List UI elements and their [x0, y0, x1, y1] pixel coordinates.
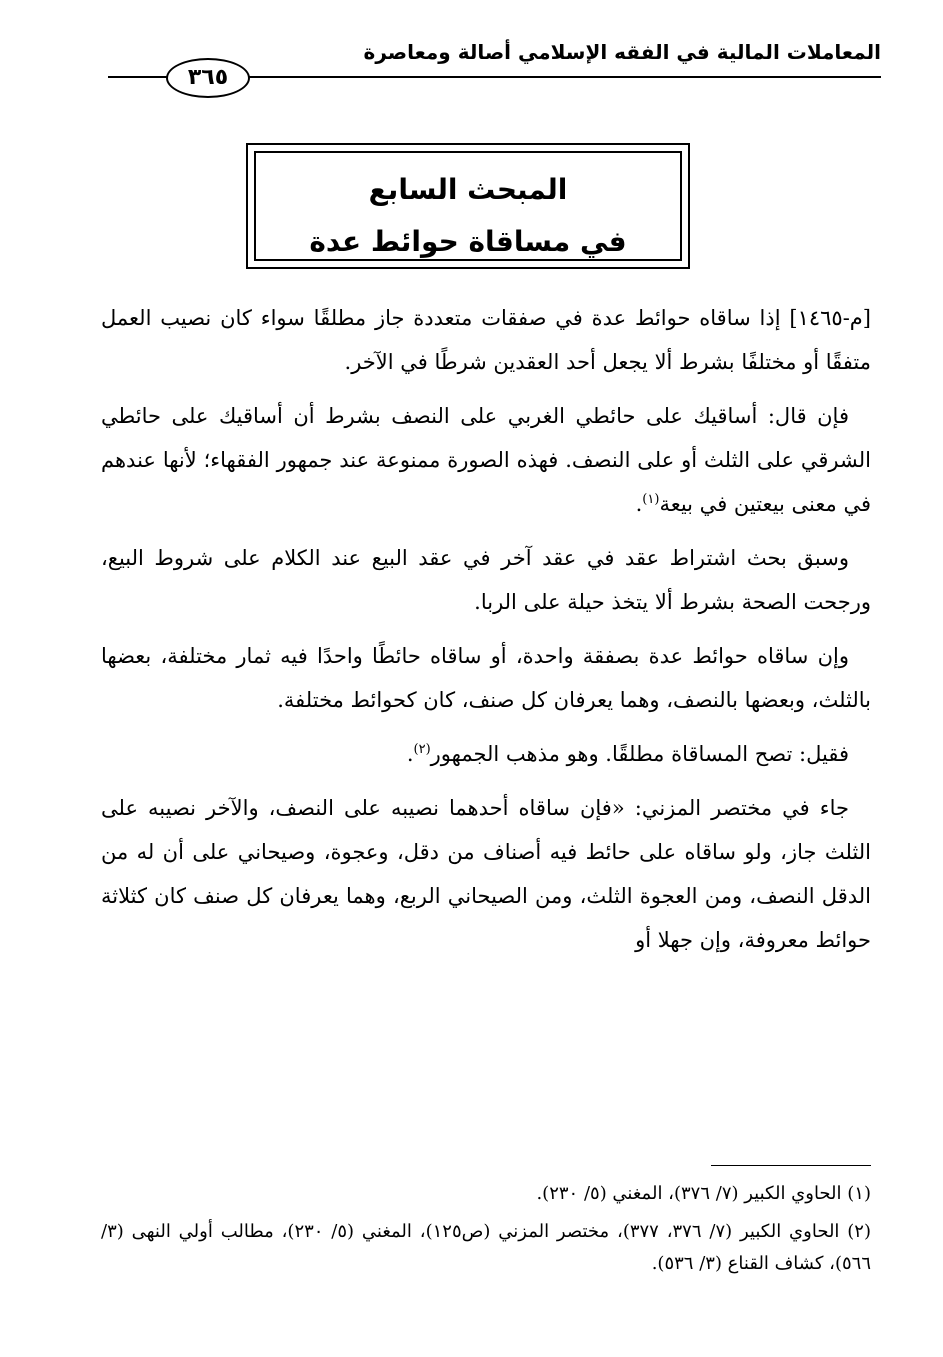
section-title-line-1: المبحث السابع: [368, 173, 568, 206]
section-title-line-2: في مساقاة حوائط عدة: [309, 225, 627, 258]
section-title-box: [246, 143, 690, 269]
footnote-ref-1[interactable]: (١): [642, 492, 660, 507]
body-text: [101, 296, 871, 972]
paragraph-4-text: وإن ساقاه حوائط عدة بصفقة واحدة، أو ساقاه حائطًا واحدًا فيه ثمار مختلفة، بعضها بالثلث، وبعضها بالنصف، وهما يعرفان كل صنف، كان كحوائط مختلفة.: [101, 644, 871, 712]
paragraph-6: [101, 786, 871, 962]
paragraph-2-end: .: [635, 492, 643, 516]
page-number: ٣٦٥: [166, 58, 250, 98]
paragraph-1: [101, 296, 871, 384]
paragraph-1-text: [م-١٤٦٥] إذا ساقاه حوائط عدة في صفقات متعددة جاز مطلقًا سواء كان نصيب العمل متفقًا أو مختلفًا بشرط ألا يجعل أحد العقدين شرطًا في الآخر.: [101, 306, 871, 374]
paragraph-3: [101, 536, 871, 624]
paragraph-6-text: جاء في مختصر المزني: «فإن ساقاه أحدهما نصيبه على النصف، والآخر نصيبه على الثلث جاز، ولو ساقاه على حائط فيه أصناف من دقل، وعجوة، وصيحاني على أن له من الدقل النصف، ومن العجوة الثلث، ومن الصيحاني الربع، وهما يعرفان كل صنف كان كثلاثة حوائط معروفة، وإن جهلا أو: [101, 796, 871, 952]
footnote-1: (١) الحاوي الكبير (٧/ ٣٧٦)، المغني (٥/ ٢٣٠).: [536, 1183, 871, 1204]
paragraph-2: [101, 394, 871, 526]
footnote-2: (٢) الحاوي الكبير (٧/ ٣٧٦، ٣٧٧)، مختصر المزني (ص١٢٥)، المغني (٥/ ٢٣٠)، مطالب أولي النهى (٣/ ٥٦٦)، كشاف القناع (٣/ ٥٣٦).: [101, 1221, 871, 1274]
footnote-separator: [711, 1165, 871, 1166]
section-title-inner-frame: [254, 151, 682, 261]
running-title: المعاملات المالية في الفقه الإسلامي أصالة ومعاصرة: [363, 40, 881, 64]
paragraph-5: [101, 732, 871, 776]
paragraph-3-text: وسبق بحث اشتراط عقد في عقد آخر في عقد البيع عند الكلام على شروط البيع، ورجحت الصحة بشرط ألا يتخذ حيلة على الربا.: [101, 546, 871, 614]
footnotes: [101, 1178, 871, 1286]
paragraph-4: [101, 634, 871, 722]
paragraph-2-text: فإن قال: أساقيك على حائطي الغربي على النصف بشرط أن أساقيك على حائطي الشرقي على الثلث أو على النصف. فهذه الصورة ممنوعة عند جمهور الفقهاء؛ لأنها عندهم في معنى بيعتين في بيعة: [101, 404, 871, 516]
paragraph-5-end: .: [406, 742, 414, 766]
paragraph-5-text: فقيل: تصح المساقاة مطلقًا. وهو مذهب الجمهور: [430, 742, 849, 766]
footnote-ref-2[interactable]: (٢): [413, 742, 431, 757]
